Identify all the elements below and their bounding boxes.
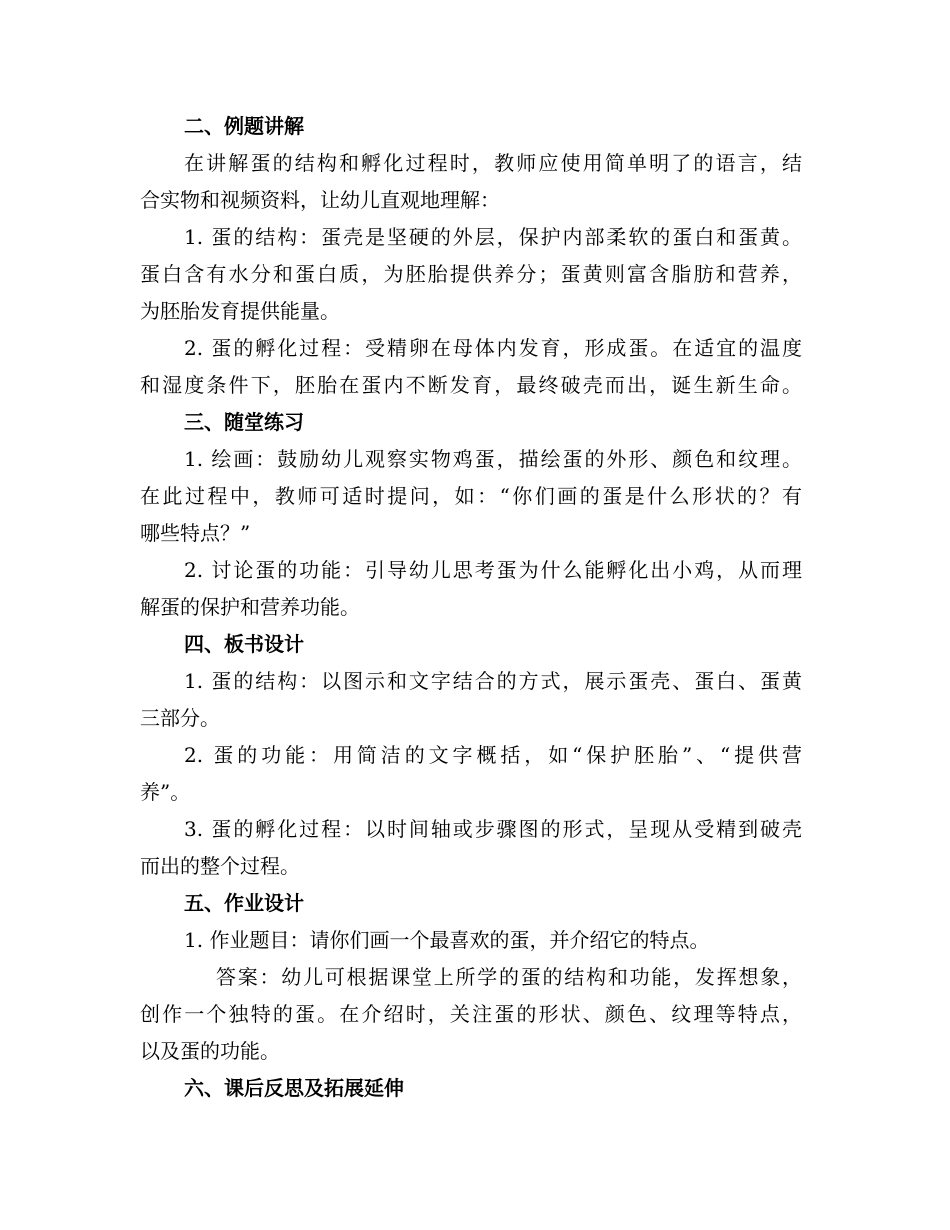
section-heading-practice: 三、随堂练习 [184,410,304,434]
paragraph-line: 三部分。 [140,706,220,730]
list-item-line: 1. 蛋的结构：蛋壳是坚硬的外层，保护内部柔软的蛋白和蛋黄。 [184,225,802,249]
section-heading-reflection: 六、课后反思及拓展延伸 [184,1076,404,1100]
paragraph-line: 解蛋的保护和营养功能。 [140,595,360,619]
section-heading-board-design: 四、板书设计 [184,632,304,656]
section-heading-homework: 五、作业设计 [184,891,304,915]
paragraph-line: 蛋白含有水分和蛋白质，为胚胎提供养分；蛋黄则富含脂肪和营养， [140,262,802,286]
paragraph-line: 为胚胎发育提供能量。 [140,299,340,323]
paragraph-line: 合实物和视频资料，让幼儿直观地理解： [140,188,500,212]
list-item-line: 1. 蛋的结构：以图示和文字结合的方式，展示蛋壳、蛋白、蛋黄 [184,669,802,693]
paragraph-line: 哪些特点？” [140,521,251,545]
answer-line: 答案：幼儿可根据课堂上所学的蛋的结构和功能，发挥想象， [216,965,802,989]
paragraph-line: 创作一个独特的蛋。在介绍时，关注蛋的形状、颜色、纹理等特点， [140,1002,802,1026]
list-item-line: 2. 蛋的功能：用简洁的文字概括，如“保护胚胎”、“提供营 [184,743,802,767]
section-heading-examples: 二、例题讲解 [184,114,304,138]
list-item-line: 3. 蛋的孵化过程：以时间轴或步骤图的形式，呈现从受精到破壳 [184,817,802,841]
list-item-line: 1. 绘画：鼓励幼儿观察实物鸡蛋，描绘蛋的外形、颜色和纹理。 [184,447,802,471]
paragraph-line: 养”。 [140,780,191,804]
paragraph-line: 在此过程中，教师可适时提问，如：“你们画的蛋是什么形状的？有 [140,484,802,508]
paragraph-line: 以及蛋的功能。 [140,1039,280,1063]
list-item-line: 2. 讨论蛋的功能：引导幼儿思考蛋为什么能孵化出小鸡，从而理 [184,558,802,582]
paragraph-line: 在讲解蛋的结构和孵化过程时，教师应使用简单明了的语言，结 [184,151,802,175]
paragraph-line: 和湿度条件下，胚胎在蛋内不断发育，最终破壳而出，诞生新生命。 [140,373,802,397]
list-item-line: 2. 蛋的孵化过程：受精卵在母体内发育，形成蛋。在适宜的温度 [184,336,802,360]
list-item-line: 1. 作业题目：请你们画一个最喜欢的蛋，并介绍它的特点。 [184,928,710,952]
paragraph-line: 而出的整个过程。 [140,854,300,878]
